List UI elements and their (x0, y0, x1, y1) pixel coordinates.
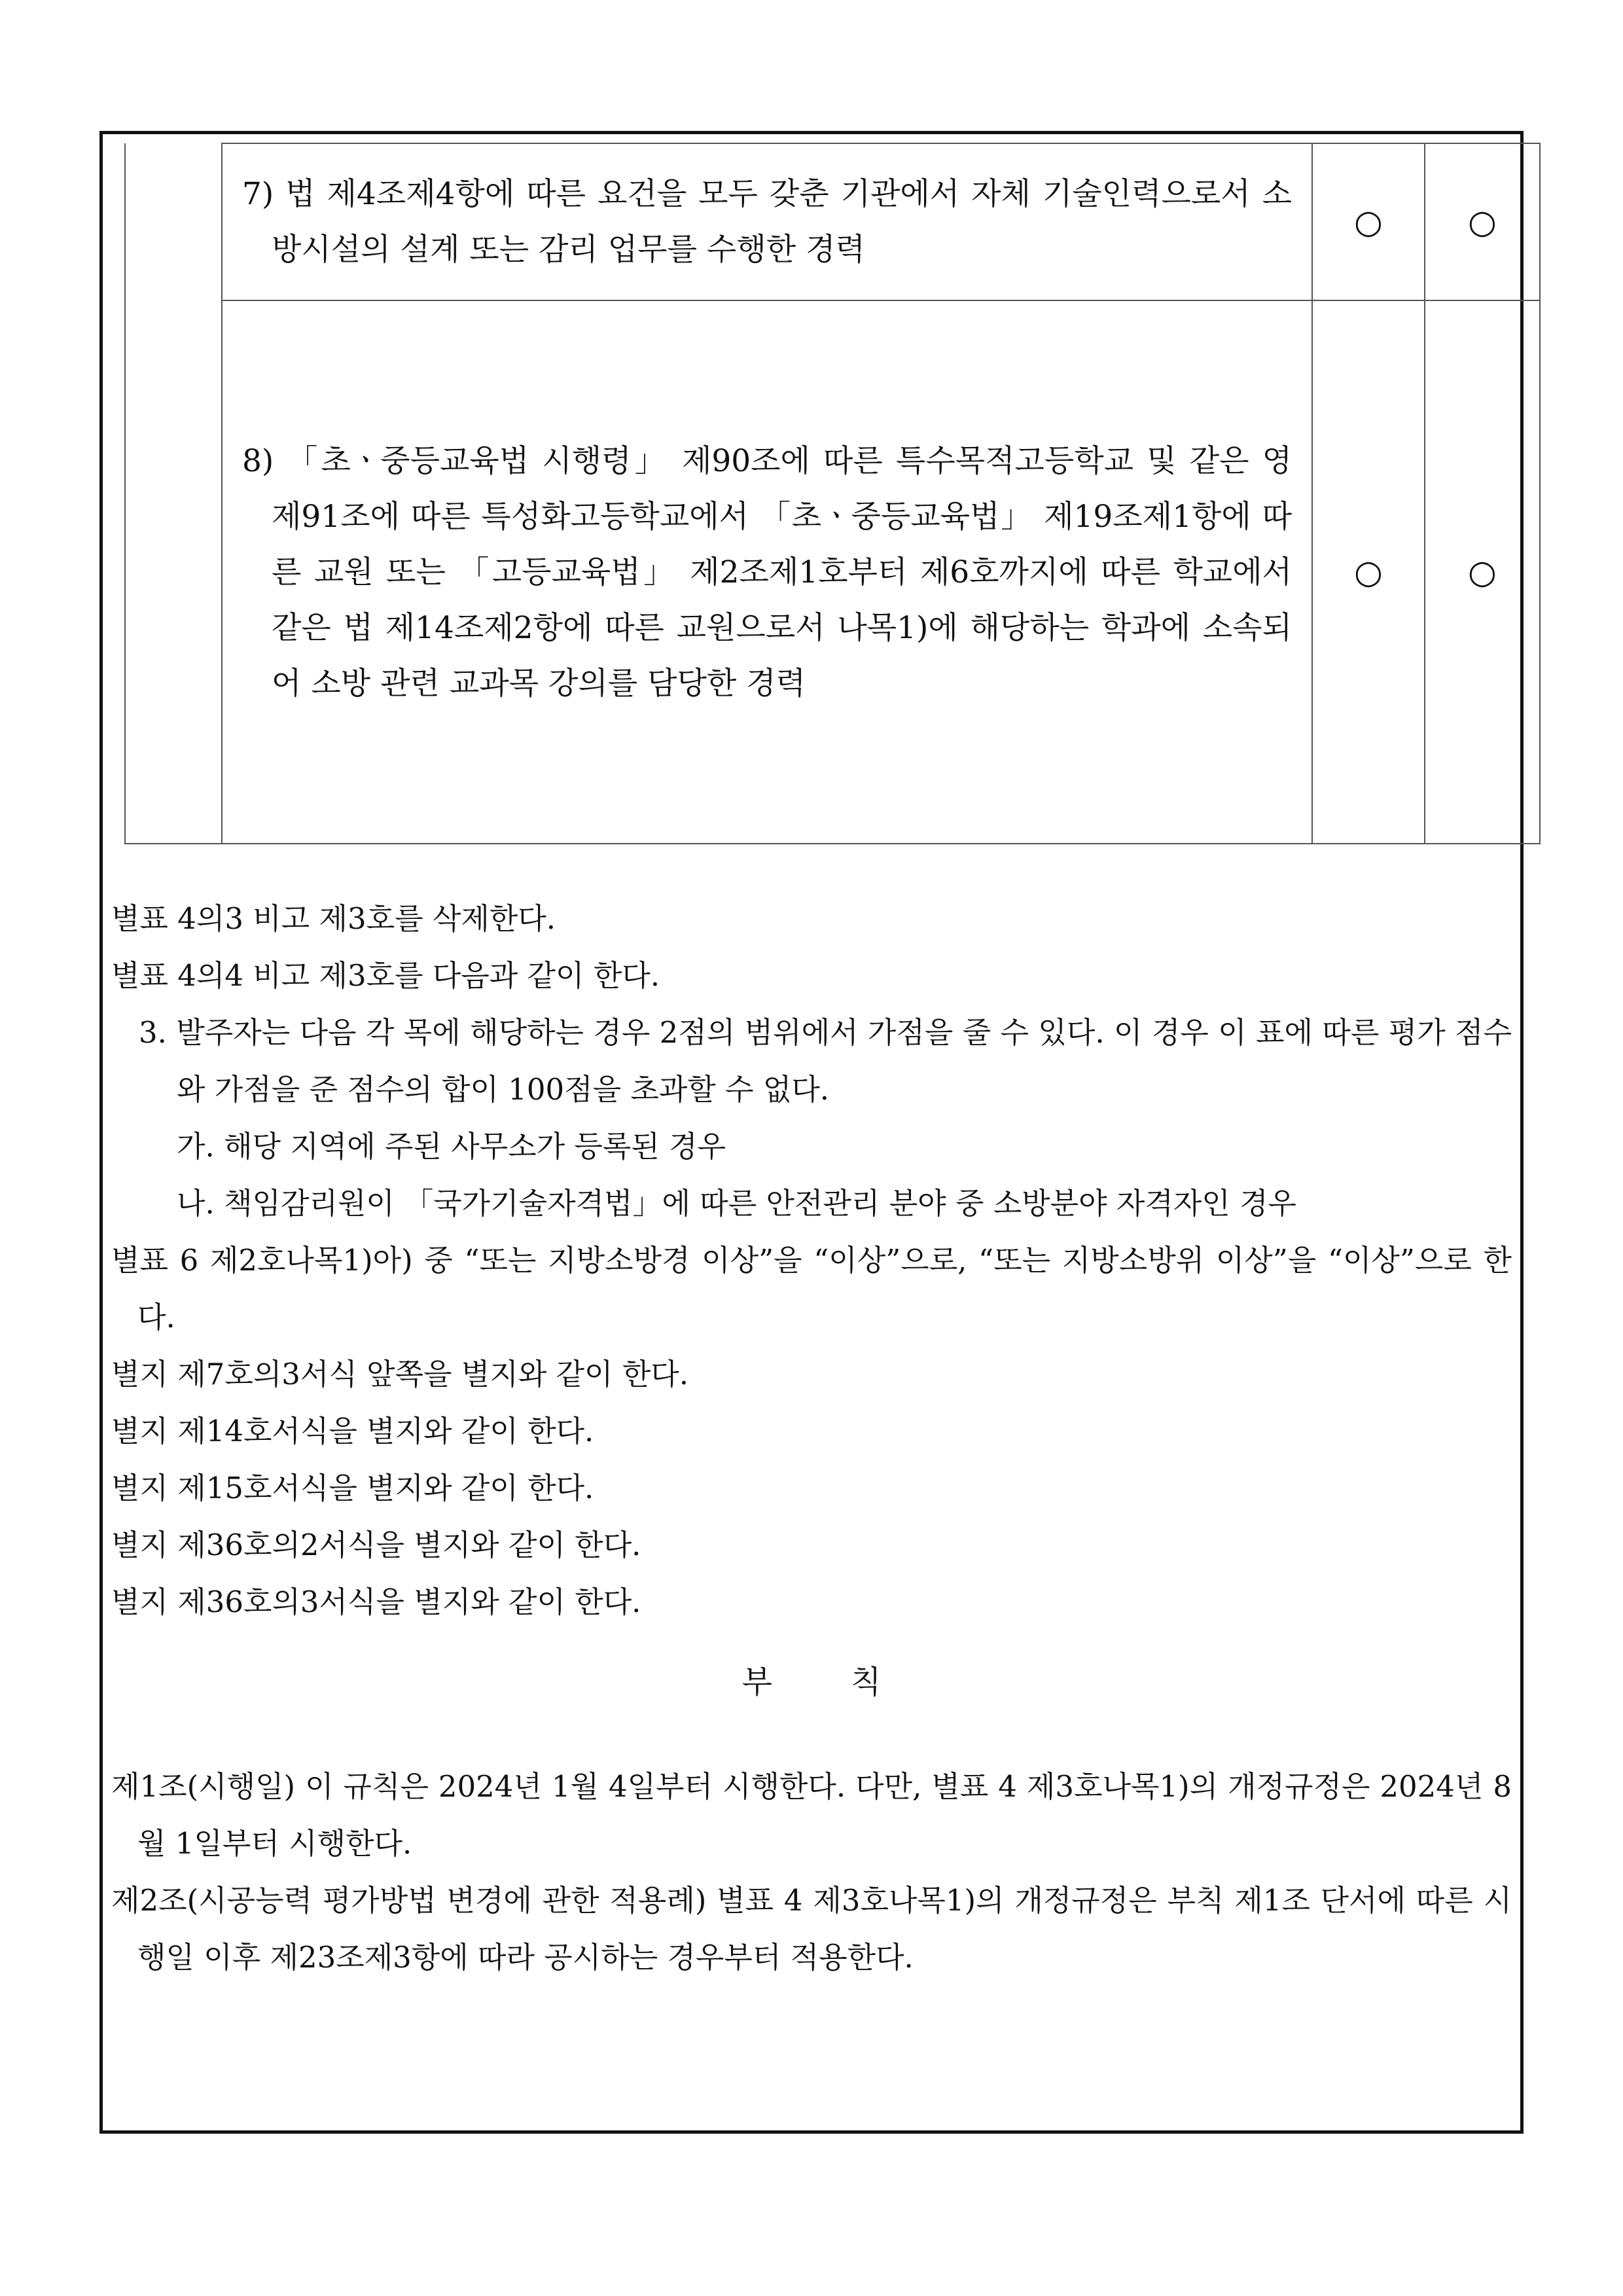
table-row (125, 300, 1540, 844)
circle-mark: ○ (1312, 300, 1425, 844)
amendment-line: 별표 4의4 비고 제3호를 다음과 같이 한다. (111, 958, 660, 993)
document-body (111, 890, 1512, 1986)
amendment-line: 별표 4의3 비고 제3호를 삭제한다. (111, 901, 556, 936)
career-table (124, 143, 1541, 844)
item-7-text: 7) 법 제4조제4항에 따른 요건을 모두 갖춘 기관에서 자체 기술인력으로서 소방시설의 설계 또는 감리 업무를 수행한 경력 (242, 176, 1292, 268)
item-8-text: 8) 「초ㆍ중등교육법 시행령」 제90조에 따른 특수목적고등학교 및 같은 영 제91조에 따른 특성화고등학교에서 「초ㆍ중등교육법」 제19조제1항에 따른 교원 또는 「고등교육법」 제2조제1호부터 제6호까지에 따른 학교에서 같은 법 제14조제2항에 따른 교원으로서 나목1)에 해당하는 학과에 소속되어 소방 관련 교과목 강의를 담당한 경력 (242, 442, 1292, 702)
amendment-line: 별지 제15호서식을 별지와 같이 한다. (111, 1471, 594, 1505)
amendment-item-3: 3. 발주자는 다음 각 목에 해당하는 경우 2점의 범위에서 가점을 줄 수 있다. 이 경우 이 표에 따른 평가 점수와 가점을 준 점수의 합이 100점을 초과할 수 없다. (139, 1015, 1512, 1107)
addenda-title: 부칙 (741, 1664, 960, 1700)
amendment-line: 별지 제36호의3서식을 별지와 같이 한다. (111, 1585, 641, 1619)
amendment-line: 별표 6 제2호나목1)아) 중 “또는 지방소방경 이상”을 “이상”으로, “또는 지방소방위 이상”을 “이상”으로 한다. (111, 1243, 1512, 1335)
table-item-8 (222, 300, 1312, 844)
amendment-line: 별지 제7호의3서식 앞쪽을 별지와 같이 한다. (111, 1357, 689, 1391)
amendment-line: 별지 제14호서식을 별지와 같이 한다. (111, 1414, 594, 1448)
amendment-subitem-ga: 가. 해당 지역에 주된 사무소가 등록된 경우 (177, 1129, 726, 1164)
amendment-line: 별지 제36호의2서식을 별지와 같이 한다. (111, 1528, 641, 1562)
table-left-cell (125, 143, 222, 844)
addenda-article-1: 제1조(시행일) 이 규칙은 2024년 1월 4일부터 시행한다. 다만, 별표 4 제3호나목1)의 개정규정은 2024년 8월 1일부터 시행한다. (111, 1769, 1512, 1861)
table-row (125, 143, 1540, 300)
circle-mark: ○ (1312, 143, 1425, 300)
circle-mark: ○ (1425, 300, 1540, 844)
amendment-subitem-na: 나. 책임감리원이 「국가기술자격법」에 따른 안전관리 분야 중 소방분야 자격자인 경우 (177, 1186, 1297, 1221)
circle-mark: ○ (1425, 143, 1540, 300)
addenda-article-2: 제2조(시공능력 평가방법 변경에 관한 적용례) 별표 4 제3호나목1)의 개정규정은 부칙 제1조 단서에 따른 시행일 이후 제23조제3항에 따라 공시하는 경우부터 적용한다. (111, 1883, 1512, 1975)
table-item-7 (222, 143, 1312, 300)
